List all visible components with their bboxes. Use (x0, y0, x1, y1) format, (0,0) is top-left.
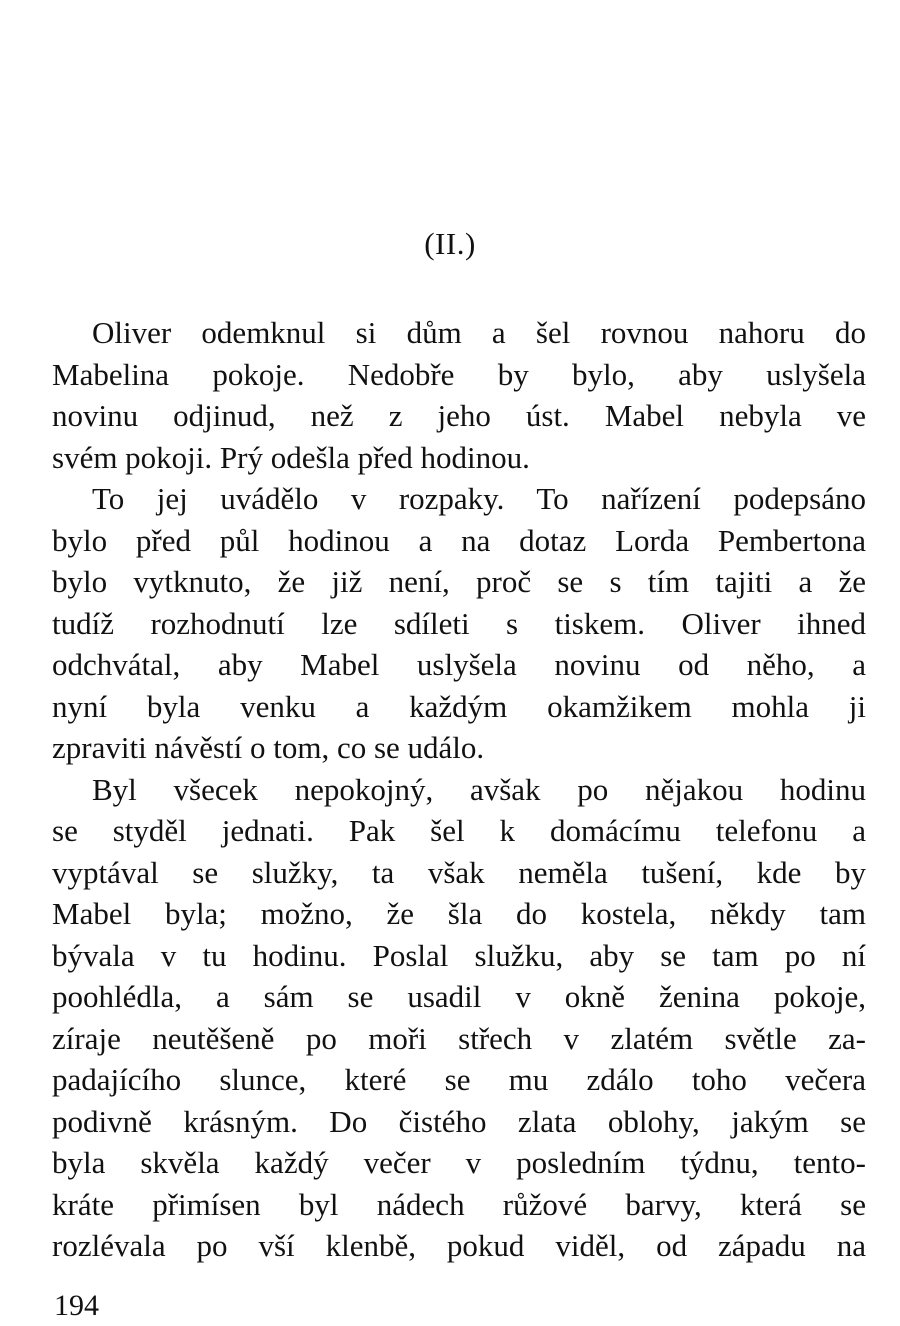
text-line: Byl všecek nepokojný, avšak po nějakou hodinu (92, 771, 866, 807)
text-line: zíraje neutěšeně po moři střech v zlatém světle za- (52, 1020, 866, 1056)
text-line: novinu odjinud, než z jeho úst. Mabel nebyla ve (52, 398, 866, 433)
text-line: nyní byla venku a každým okamžikem mohla ji (52, 688, 866, 724)
text-line: bylo před půl hodinou a na dotaz Lorda Pembertona (52, 522, 866, 558)
chapter-heading: (II.) (424, 226, 476, 261)
text-line: byla skvěla každý večer v posledním týdnu, tento- (52, 1145, 866, 1180)
text-line: Oliver odemknul si dům a šel rovnou nahoru do (92, 315, 866, 350)
text-line: se styděl jednati. Pak šel k domácímu telefonu a (52, 813, 866, 848)
text-line: rozlévala po vší klenbě, pokud viděl, od západu na (52, 1228, 866, 1263)
text-line: bylo vytknuto, že již není, proč se s tím tajiti a že (52, 564, 866, 599)
text-line: tudíž rozhodnutí lze sdíleti s tiskem. Oliver ihned (52, 605, 866, 641)
text-line: Mabelina pokoje. Nedobře by bylo, aby uslyšela (52, 356, 866, 392)
text-line: odchvátal, aby Mabel uslyšela novinu od něho, a (52, 647, 866, 682)
text-line: To jej uvádělo v rozpaky. To nařízení podepsáno (92, 481, 866, 516)
text-line: zpraviti návěstí o tom, co se událo. (52, 730, 485, 765)
body-text (52, 312, 866, 1267)
page-number: 194 (54, 1289, 99, 1322)
paragraph-3 (52, 769, 866, 1267)
paragraph-2 (52, 478, 866, 769)
text-line: padajícího slunce, které se mu zdálo toho večera (52, 1062, 866, 1097)
text-line: kráte přimísen byl nádech růžové barvy, která se (52, 1186, 866, 1222)
text-line: svém pokoji. Prý odešla před hodinou. (52, 439, 530, 475)
text-line: vyptával se služky, ta však neměla tušení, kde by (52, 854, 866, 890)
text-line: podivně krásným. Do čistého zlata oblohy, jakým se (52, 1103, 866, 1139)
text-line: bývala v tu hodinu. Poslal služku, aby se tam po ní (52, 937, 866, 973)
text-line: poohlédla, a sám se usadil v okně ženina pokoje, (52, 979, 866, 1014)
text-line: Mabel byla; možno, že šla do kostela, někdy tam (52, 896, 866, 931)
paragraph-1 (52, 312, 866, 478)
